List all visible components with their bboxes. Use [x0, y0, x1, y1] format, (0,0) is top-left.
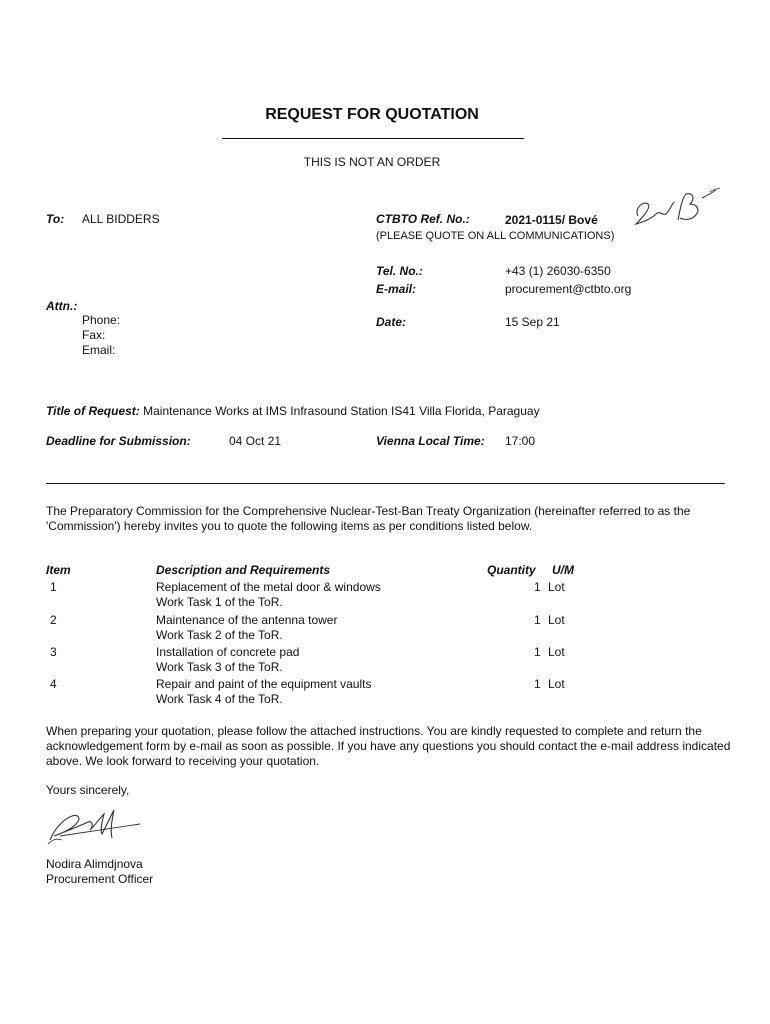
- handwritten-initials: [630, 186, 725, 231]
- ref-label: CTBTO Ref. No.:: [376, 212, 470, 226]
- date-label: Date:: [376, 315, 407, 329]
- document-title: REQUEST FOR QUOTATION: [265, 106, 479, 123]
- attn-phone-label: Phone:: [82, 313, 121, 327]
- table-row-3-item: 3: [50, 645, 57, 659]
- vienna-time-value: 17:00: [505, 434, 536, 448]
- tel-label: Tel. No.:: [376, 264, 423, 278]
- intro-paragraph: The Preparatory Commission for the Comprehensive Nuclear-Test-Ban Treaty Organization (hereinafter referred to as the 'Commission') hereby invites you to quote the following items as per conditions listed below.: [46, 504, 691, 533]
- signatory-name: Nodira Alimdjnova: [46, 857, 143, 871]
- email-value[interactable]: procurement@ctbto.org: [505, 282, 632, 296]
- request-title-label: Title of Request:: [46, 404, 140, 418]
- closing-paragraph: When preparing your quotation, please follow the attached instructions. You are kindly requested to complete and return the acknowledgement form by e-mail as soon as possible. If you have any questions you should contact the e-mail address indicated above. We look forward to receiving your quotation.: [46, 724, 731, 768]
- deadline-label: Deadline for Submission:: [46, 434, 191, 448]
- date-value: 15 Sep 21: [505, 315, 560, 329]
- table-row-3-reference: Work Task 3 of the ToR.: [156, 660, 283, 674]
- tel-value: +43 (1) 26030-6350: [505, 264, 611, 278]
- document-subtitle: THIS IS NOT AN ORDER: [303, 155, 441, 169]
- salutation: Yours sincerely,: [46, 783, 130, 797]
- signature-image: [40, 800, 150, 850]
- ref-note: (PLEASE QUOTE ON ALL COMMUNICATIONS): [376, 230, 615, 242]
- table-row-1-quantity: 1: [534, 580, 541, 594]
- table-row-2-item: 2: [50, 613, 57, 627]
- table-row-4-quantity: 1: [534, 677, 541, 691]
- table-row-3-description: Installation of concrete pad: [156, 645, 300, 659]
- table-row-1-description: Replacement of the metal door & windows: [156, 580, 381, 594]
- table-header-item: Item: [46, 563, 71, 577]
- vienna-time-label: Vienna Local Time:: [376, 434, 485, 448]
- ref-number: 2021-0115/ Bové: [505, 213, 598, 227]
- table-row-4-reference: Work Task 4 of the ToR.: [156, 692, 283, 706]
- attn-label: Attn.:: [46, 299, 78, 313]
- table-row-2-reference: Work Task 2 of the ToR.: [156, 628, 283, 642]
- table-row-3-quantity: 1: [534, 645, 541, 659]
- table-row-1-um: Lot: [548, 580, 565, 594]
- request-title-value: Maintenance Works at IMS Infrasound Station IS41 Villa Florida, Paraguay: [143, 404, 540, 418]
- deadline-value: 04 Oct 21: [229, 434, 282, 448]
- table-row-1-item: 1: [50, 580, 57, 594]
- to-value: ALL BIDDERS: [82, 212, 160, 226]
- title-underline: [222, 138, 524, 139]
- table-row-1-reference: Work Task 1 of the ToR.: [156, 595, 283, 609]
- table-header-description: Description and Requirements: [156, 563, 331, 577]
- attn-fax-label: Fax:: [82, 328, 106, 342]
- table-row-3-um: Lot: [548, 645, 565, 659]
- to-label: To:: [46, 212, 65, 226]
- signatory-role: Procurement Officer: [46, 872, 154, 886]
- table-row-2-quantity: 1: [534, 613, 541, 627]
- table-row-4-description: Repair and paint of the equipment vaults: [156, 677, 372, 691]
- table-header-quantity: Quantity: [487, 563, 536, 577]
- table-row-4-um: Lot: [548, 677, 565, 691]
- email-label: E-mail:: [376, 282, 417, 296]
- table-row-2-description: Maintenance of the antenna tower: [156, 613, 338, 627]
- attn-email-label: Email:: [82, 343, 116, 357]
- table-row-2-um: Lot: [548, 613, 565, 627]
- request-title-line: [46, 404, 540, 418]
- table-header-um: U/M: [552, 563, 574, 577]
- table-row-4-item: 4: [50, 677, 57, 691]
- section-divider: [46, 483, 725, 484]
